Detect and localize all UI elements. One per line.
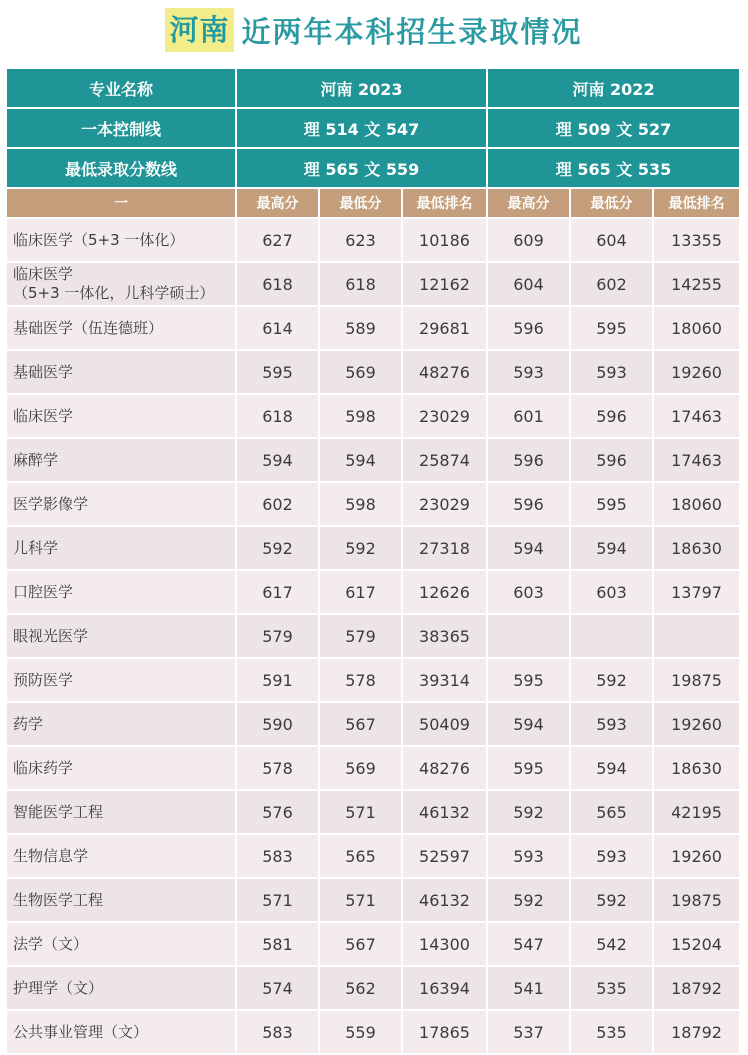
score-cell: 569 xyxy=(320,747,403,791)
min-admit-label: 最低录取分数线 xyxy=(7,149,237,189)
score-cell: 592 xyxy=(237,527,320,571)
score-cell: 10186 xyxy=(403,219,488,263)
score-cell: 12626 xyxy=(403,571,488,615)
score-cell xyxy=(654,615,739,659)
score-cell: 602 xyxy=(571,263,654,307)
table-row xyxy=(7,923,739,967)
major-name-cell: 临床医学 xyxy=(7,395,237,439)
score-cell: 596 xyxy=(571,395,654,439)
table-row xyxy=(7,659,739,703)
score-cell: 579 xyxy=(237,615,320,659)
table-row xyxy=(7,307,739,351)
control-line-2022: 理 509 文 527 xyxy=(488,109,739,149)
score-cell: 565 xyxy=(571,791,654,835)
major-name-cell: 眼视光医学 xyxy=(7,615,237,659)
score-cell: 594 xyxy=(571,747,654,791)
major-name-cell: 口腔医学 xyxy=(7,571,237,615)
score-cell: 578 xyxy=(237,747,320,791)
score-cell: 604 xyxy=(488,263,571,307)
score-cell: 589 xyxy=(320,307,403,351)
score-cell: 590 xyxy=(237,703,320,747)
score-cell: 571 xyxy=(320,879,403,923)
score-cell: 13355 xyxy=(654,219,739,263)
score-cell: 627 xyxy=(237,219,320,263)
major-name-header: 专业名称 xyxy=(7,69,237,109)
score-cell: 18792 xyxy=(654,967,739,1011)
score-cell: 592 xyxy=(488,879,571,923)
score-cell: 602 xyxy=(237,483,320,527)
table-row xyxy=(7,703,739,747)
score-cell: 17463 xyxy=(654,439,739,483)
score-cell: 562 xyxy=(320,967,403,1011)
table-row xyxy=(7,527,739,571)
score-cell: 571 xyxy=(320,791,403,835)
major-name-cell: 公共事业管理（文） xyxy=(7,1011,237,1055)
score-cell: 559 xyxy=(320,1011,403,1055)
score-cell: 603 xyxy=(571,571,654,615)
major-name-cell: 生物医学工程 xyxy=(7,879,237,923)
score-cell: 592 xyxy=(488,791,571,835)
score-cell: 46132 xyxy=(403,879,488,923)
table-row xyxy=(7,879,739,923)
title-text: 近两年本科招生录取情况 xyxy=(241,14,583,49)
table-row xyxy=(7,439,739,483)
score-cell: 17865 xyxy=(403,1011,488,1055)
major-name-cell: 生物信息学 xyxy=(7,835,237,879)
table-row xyxy=(7,351,739,395)
score-cell: 571 xyxy=(237,879,320,923)
score-cell: 593 xyxy=(571,351,654,395)
score-cell: 547 xyxy=(488,923,571,967)
score-cell: 618 xyxy=(237,263,320,307)
score-cell: 593 xyxy=(488,351,571,395)
score-cell: 595 xyxy=(488,747,571,791)
score-cell: 542 xyxy=(571,923,654,967)
score-cell: 583 xyxy=(237,1011,320,1055)
score-cell: 42195 xyxy=(654,791,739,835)
major-name-cell: 临床药学 xyxy=(7,747,237,791)
major-name-cell: 基础医学（伍连德班） xyxy=(7,307,237,351)
score-cell: 19875 xyxy=(654,659,739,703)
score-cell: 618 xyxy=(320,263,403,307)
major-name-cell: 法学（文） xyxy=(7,923,237,967)
score-cell: 594 xyxy=(488,527,571,571)
header-row xyxy=(7,69,739,109)
control-line-row xyxy=(7,109,739,149)
score-cell: 609 xyxy=(488,219,571,263)
score-cell: 595 xyxy=(571,483,654,527)
score-cell: 541 xyxy=(488,967,571,1011)
score-cell: 27318 xyxy=(403,527,488,571)
score-cell: 19875 xyxy=(654,879,739,923)
score-cell: 569 xyxy=(320,351,403,395)
score-cell: 13797 xyxy=(654,571,739,615)
min-admit-2022: 理 565 文 535 xyxy=(488,149,739,189)
score-cell: 593 xyxy=(571,835,654,879)
score-cell: 581 xyxy=(237,923,320,967)
table-row xyxy=(7,615,739,659)
score-cell: 535 xyxy=(571,967,654,1011)
score-cell: 595 xyxy=(488,659,571,703)
title-province: 河南 xyxy=(165,8,233,52)
score-cell: 594 xyxy=(237,439,320,483)
page-title xyxy=(0,0,748,60)
score-cell: 23029 xyxy=(403,483,488,527)
major-name-cell: 智能医学工程 xyxy=(7,791,237,835)
subheader-cell: 最低排名 xyxy=(403,189,488,219)
score-cell: 598 xyxy=(320,395,403,439)
major-name-cell: 医学影像学 xyxy=(7,483,237,527)
score-cell: 579 xyxy=(320,615,403,659)
score-cell: 14255 xyxy=(654,263,739,307)
score-cell: 593 xyxy=(488,835,571,879)
score-cell: 598 xyxy=(320,483,403,527)
score-cell: 595 xyxy=(237,351,320,395)
year-2023-header: 河南 2023 xyxy=(237,69,488,109)
score-cell: 18060 xyxy=(654,483,739,527)
score-cell: 29681 xyxy=(403,307,488,351)
score-cell: 567 xyxy=(320,923,403,967)
score-cell: 567 xyxy=(320,703,403,747)
year-2022-header: 河南 2022 xyxy=(488,69,739,109)
score-cell xyxy=(571,615,654,659)
score-cell: 18792 xyxy=(654,1011,739,1055)
subheader-cell: 最低分 xyxy=(320,189,403,219)
score-cell: 574 xyxy=(237,967,320,1011)
score-cell: 19260 xyxy=(654,351,739,395)
score-cell: 592 xyxy=(571,879,654,923)
score-cell: 593 xyxy=(571,703,654,747)
subheader-cell: 最低分 xyxy=(571,189,654,219)
major-name-cell: 基础医学 xyxy=(7,351,237,395)
score-cell: 50409 xyxy=(403,703,488,747)
score-cell: 46132 xyxy=(403,791,488,835)
score-cell: 578 xyxy=(320,659,403,703)
score-cell: 596 xyxy=(488,483,571,527)
score-cell: 12162 xyxy=(403,263,488,307)
score-cell: 623 xyxy=(320,219,403,263)
score-cell: 23029 xyxy=(403,395,488,439)
score-cell: 537 xyxy=(488,1011,571,1055)
score-cell: 591 xyxy=(237,659,320,703)
score-cell: 592 xyxy=(320,527,403,571)
score-cell: 594 xyxy=(488,703,571,747)
major-name-cell: 临床医学（5+3 一体化） xyxy=(7,219,237,263)
subheader-row xyxy=(7,189,739,219)
subheader-cell: 最高分 xyxy=(237,189,320,219)
table-row xyxy=(7,967,739,1011)
min-admit-2023: 理 565 文 559 xyxy=(237,149,488,189)
major-name-cell: 麻醉学 xyxy=(7,439,237,483)
major-name-cell: 儿科学 xyxy=(7,527,237,571)
score-cell: 583 xyxy=(237,835,320,879)
score-cell: 592 xyxy=(571,659,654,703)
score-cell: 15204 xyxy=(654,923,739,967)
score-cell: 594 xyxy=(320,439,403,483)
min-admit-row xyxy=(7,149,739,189)
subheader-cell: 一 xyxy=(7,189,237,219)
score-cell: 48276 xyxy=(403,747,488,791)
score-cell: 19260 xyxy=(654,703,739,747)
table-row xyxy=(7,219,739,263)
score-cell: 617 xyxy=(320,571,403,615)
table-row xyxy=(7,483,739,527)
table-row xyxy=(7,747,739,791)
subheader-cell: 最低排名 xyxy=(654,189,739,219)
table-row xyxy=(7,791,739,835)
score-cell: 48276 xyxy=(403,351,488,395)
score-cell: 25874 xyxy=(403,439,488,483)
score-cell: 19260 xyxy=(654,835,739,879)
table-row xyxy=(7,395,739,439)
score-cell: 38365 xyxy=(403,615,488,659)
score-cell: 596 xyxy=(488,307,571,351)
score-cell: 603 xyxy=(488,571,571,615)
score-cell: 18630 xyxy=(654,527,739,571)
control-line-label: 一本控制线 xyxy=(7,109,237,149)
admission-table xyxy=(7,69,739,1055)
score-cell: 596 xyxy=(571,439,654,483)
score-cell: 618 xyxy=(237,395,320,439)
score-cell xyxy=(488,615,571,659)
table-row xyxy=(7,835,739,879)
table-row xyxy=(7,571,739,615)
score-cell: 614 xyxy=(237,307,320,351)
score-cell: 576 xyxy=(237,791,320,835)
score-cell: 17463 xyxy=(654,395,739,439)
score-cell: 16394 xyxy=(403,967,488,1011)
score-cell: 39314 xyxy=(403,659,488,703)
major-name-cell: 临床医学 （5+3 一体化，儿科学硕士） xyxy=(7,263,237,307)
score-cell: 601 xyxy=(488,395,571,439)
score-cell: 535 xyxy=(571,1011,654,1055)
major-name-cell: 护理学（文） xyxy=(7,967,237,1011)
major-name-cell: 药学 xyxy=(7,703,237,747)
score-cell: 14300 xyxy=(403,923,488,967)
score-cell: 52597 xyxy=(403,835,488,879)
score-cell: 604 xyxy=(571,219,654,263)
score-cell: 595 xyxy=(571,307,654,351)
score-cell: 565 xyxy=(320,835,403,879)
score-cell: 617 xyxy=(237,571,320,615)
table-row xyxy=(7,263,739,307)
score-cell: 594 xyxy=(571,527,654,571)
score-cell: 18060 xyxy=(654,307,739,351)
score-cell: 18630 xyxy=(654,747,739,791)
table-row xyxy=(7,1011,739,1055)
score-cell: 596 xyxy=(488,439,571,483)
subheader-cell: 最高分 xyxy=(488,189,571,219)
control-line-2023: 理 514 文 547 xyxy=(237,109,488,149)
major-name-cell: 预防医学 xyxy=(7,659,237,703)
